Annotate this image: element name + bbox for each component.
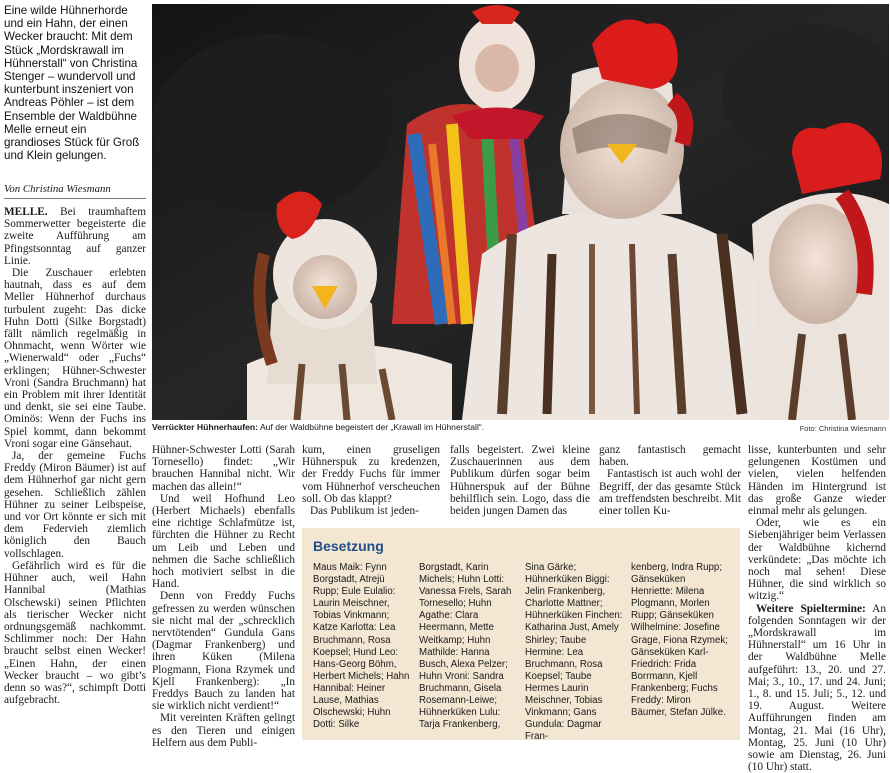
paragraph [748, 603, 886, 773]
article-lead: Eine wilde Hühnerhorde und ein Hahn, der einen Wecker braucht: Mit dem Stück „Mordskrawall im Hühnerstall“ von Christina Stenger – wundervoll und kunterbunt inszeniert von Andreas Pöhler – ist dem Ensemble der Waldbühne Melle erneut ein grandioses Stück für Groß und Klein gelungen. [4, 4, 140, 163]
cast-title: Besetzung [313, 538, 384, 554]
article-photo [152, 4, 889, 420]
caption-label: Verrückter Hühnerhaufen: [152, 422, 259, 432]
article-column-5 [599, 444, 741, 517]
article-column-3 [302, 444, 440, 517]
cast-column-2: Borgstadt, Karin Michels; Huhn Lotti: Vanessa Frels, Sarah Tornesello; Huhn Agathe: Clara Heermann, Mette Weitkamp; Huhn Mathilde: Hanna Busch, Alexa Pelzer; Huhn Vroni: Sandra Bruchmann, Gisela Rosemann-Leiwe; Hühnerküken Lulu: Tarja Frankenberg, [419, 562, 512, 731]
cast-column-4: kenberg, Indra Rupp; Gänseküken Henriette: Milena Plogmann, Morlen Rupp; Gänseküken Wilhelmine: Josefine Grage, Fiona Rzymek; Gänseküken Karl-Friedrich: Frida Borrmann, Kjell Frankenberg; Fuchs Freddy: Miron Bäumer, Stefan Jülke. [631, 562, 728, 719]
chicken-costume-photo [152, 4, 889, 420]
paragraph: Ja, der gemeine Fuchs Freddy (Miron Bäumer) ist auf dem Hühnerhof gar nicht gern gesehen. Schließlich zählen Hühner zu seiner Leibspeise, und vor Ort könnte er sich mit dem Federvieh ziemlich königlich den Bauch vollschlagen. [4, 450, 146, 560]
paragraph-text: Bei traumhaftem Sommerwetter begeisterte die zweite Aufführung am Pfingstsonntag auf ganzer Linie. [4, 206, 146, 267]
article-column-2 [152, 444, 295, 749]
cast-column-1: Maus Maik: Fynn Borgstadt, Atrejü Rupp; Eule Eulalio: Laurin Meischner, Tobias Vinkmann; Katze Karlotta: Lea Bruchmann, Rosa Koepsel; Hund Leo: Hans-Georg Böhm, Herbert Michels; Hahn Hannibal: Heiner Lause, Mathias Olschewski; Huhn Dotti: Silke [313, 562, 410, 731]
paragraph: ganz fantastisch gemacht haben. [599, 444, 741, 469]
caption-text: Auf der Waldbühne begeistert der „Krawall im Hühnerstall“. [258, 422, 485, 432]
paragraph: Das Publikum ist jeden- [310, 505, 419, 518]
termine-text: An folgenden Sonntagen wir der „Mordskrawall im Hühnerstall“ um 16 Uhr in der Waldbühne Melle aufgeführt: 13., 20. und 27. Mai; 3., 10., 17. und 24. Juni; 1., 8. und 15. Juli; 5., 12. und 19. August. Weitere Aufführungen finden am Montag, 21. Mai (16 Uhr), Montag, 25. Juni (10 Uhr) sowie am Dienstag, 26. Juni (10 Uhr) statt. [748, 602, 886, 773]
paragraph: Gefährlich wird es für die Hühner auch, weil Hahn Hannibal (Mathias Olschewski) seinen Pflichten als tierischer Wecker nicht ordnungsgemäß nachkommt. Schlimmer noch: Der Hahn braucht selbst einen Wecker! „Einen Hahn, der einen Wecker braucht – wo gibt’s denn so was?“, schimpft Dotti aufgebracht. [4, 559, 146, 707]
article-column-4 [450, 444, 590, 517]
cast-box [302, 528, 740, 743]
article-column-1 [4, 206, 146, 706]
paragraph: Mit vereinten Kräften gelingt es den Tieren und einigen Helfern aus dem Publi- [152, 712, 295, 749]
article-column-6 [748, 444, 886, 773]
paragraph [4, 206, 146, 267]
paragraph: kum, einen gruseligen Hühnerspuk zu kredenzen, der Freddy Fuchs für immer vom Hühnerhof verscheuchen soll. Ob das klappt? [302, 444, 440, 505]
paragraph: Fantastisch ist auch wohl der Begriff, der das gesamte Stück am treffendsten beschreibt. Mit einer tollen Ku- [599, 468, 741, 518]
paragraph: Und weil Hofhund Leo (Herbert Michaels) ebenfalls eine richtige Schlafmütze ist, fürchten die Hühner zu Recht um Leib und Leben und nehmen die Sache schließlich hoch motiviert selbst in die Hand. [152, 492, 295, 591]
paragraph: Hühner-Schwester Lotti (Sarah Tornesello) findet: „Wir brauchen Hannibal nicht. Wir machen das allein!“ [152, 444, 295, 493]
termine-label: Weitere Spieltermine: [756, 602, 866, 615]
photo-caption [152, 422, 722, 432]
divider [4, 198, 146, 199]
paragraph: lisse, kunterbunten und sehr gelungenen Kostümen und vielen, vielen helfenden Händen im Hintergrund ist das große Ganze wieder einmal mehr als gelungen. [748, 444, 886, 518]
dateline: MELLE. [4, 206, 48, 218]
paragraph: Denn von Freddy Fuchs gefressen zu werden wünschen sie nicht mal der „schrecklich nervtötenden“ Gundula Gans (Dagmar Frankenberg) und ihren Küken (Milena Plogmann, Fiona Rzymek und Kjell Frankenberg): „In Freddys Bauch zu landen hat sie wirklich nicht verdient!“ [152, 590, 295, 713]
cast-column-3: Sina Gärke; Hühnerküken Biggi: Jelin Frankenberg, Charlotte Mattner; Hühnerküken Finchen: Katharina Just, Amely Shirley; Taube Hermine: Lea Bruchmann, Rosa Koepsel; Taube Hermes Laurin Meischner, Tobias Vinkmann; Gans Gundula: Dagmar Fran- [525, 562, 623, 743]
paragraph: falls begeistert. Zwei kleine Zuschauerinnen aus dem Publikum dürfen sogar beim Hühnerspuk auf der Bühne behilflich sein. Logo, dass die beiden jungen Damen das [450, 444, 590, 518]
photo-credit: Foto: Christina Wiesmann [799, 424, 886, 433]
paragraph: Die Zuschauer erlebten hautnah, dass es auf dem Meller Hühnerhof durchaus turbulent zugeht: Das dicke Huhn Dotti (Silke Borgstadt) fällt nämlich regelmäßig in Ohnmacht, wenn Wörter wie „Wienerwald“ oder „Fuchs“ erklingen; Hühner-Schwester Vroni (Sandra Bruchmann) hat ein Problem mit ihrer Identität und denkt, sie sei eine Taube. Ominös: Wenn der Fuchs ins Spiel kommt, dann bekommt Vroni sogar eine Gänsehaut. [4, 267, 146, 450]
byline: Von Christina Wiesmann [4, 183, 111, 195]
paragraph: Oder, wie es ein Siebenjähriger beim Verlassen der Waldbühne kichernd verkündete: „Das möchte ich noch mal sehen! Diese Hühner, die sind wirklich so witzig.“ [748, 517, 886, 603]
